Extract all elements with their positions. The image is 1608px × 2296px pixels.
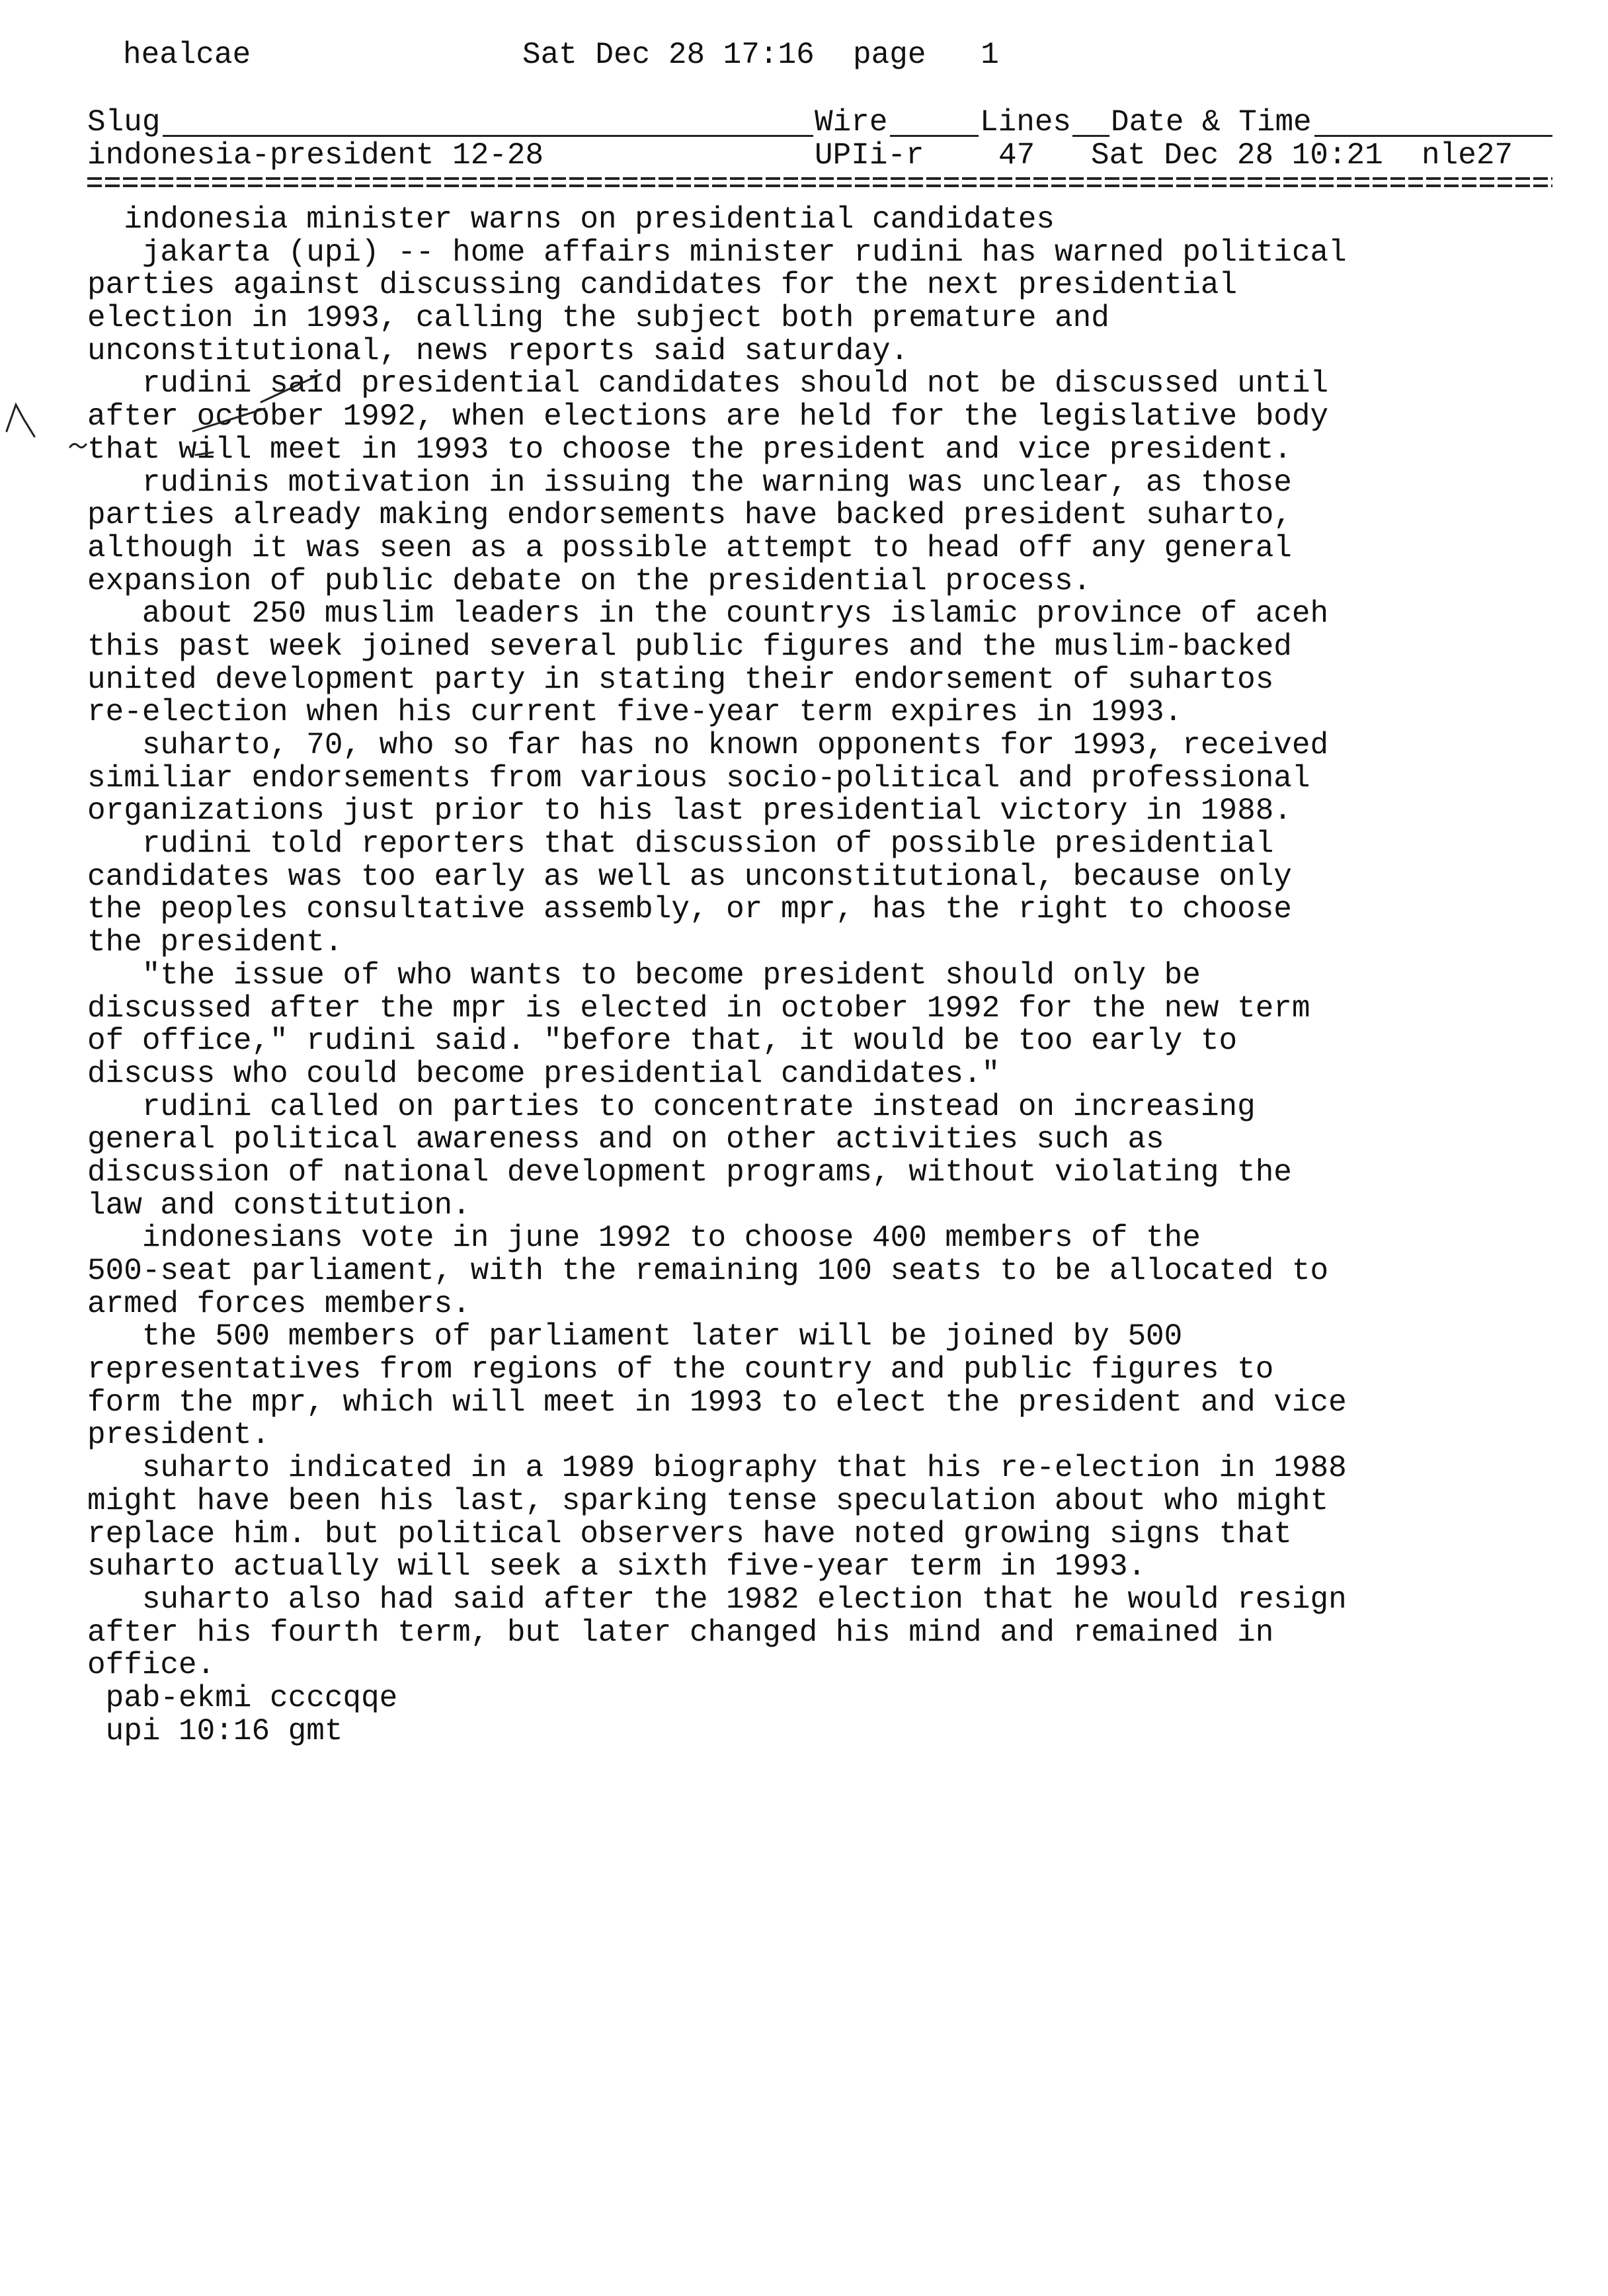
tilde-mark: [70, 444, 86, 447]
page-label: page: [853, 38, 926, 72]
datetime-label: Date & Time: [1111, 105, 1312, 140]
story-line: suharto also had said after the 1982 election that he would resign: [87, 1582, 1347, 1617]
story-line: president.: [87, 1418, 270, 1453]
story-line: rudini told reporters that discussion of possible presidential: [87, 827, 1274, 862]
lines-label: Lines: [980, 105, 1072, 140]
page-indicator: [853, 38, 999, 71]
story-line: organizations just prior to his last presidential victory in 1988.: [87, 794, 1292, 829]
story-line: about 250 muslim leaders in the countrys islamic province of aceh: [87, 596, 1329, 632]
page-number: 1: [981, 38, 999, 72]
datetime-value: Sat Dec 28 10:21: [1091, 138, 1383, 173]
slug-underline: [163, 135, 813, 137]
story-line: might have been his last, sparking tense speculation about who might: [87, 1483, 1329, 1518]
story-line: form the mpr, which will meet in 1993 to elect the president and vice: [87, 1385, 1347, 1420]
story-line: "the issue of who wants to become president should only be: [87, 958, 1201, 993]
story-line: suharto actually will seek a sixth five-year term in 1993.: [87, 1549, 1146, 1584]
story-line: the president.: [87, 925, 343, 960]
datetime-underline: [1314, 135, 1552, 137]
story-line: rudini said presidential candidates should not be discussed until: [87, 366, 1329, 401]
story-line: this past week joined several public figures and the muslim-backed: [87, 629, 1292, 664]
story-line: discuss who could become presidential candidates.": [87, 1056, 1000, 1091]
lines-value: 47: [998, 138, 1035, 173]
story-line: discussion of national development programs, without violating the: [87, 1155, 1292, 1190]
story-line: 500-seat parliament, with the remaining 100 seats to be allocated to: [87, 1254, 1329, 1288]
wire-value: UPIi-r: [815, 138, 924, 173]
story-line: general political awareness and on other activities such as: [87, 1122, 1164, 1157]
story-line: candidates was too early as well as unconstitutional, because only: [87, 859, 1292, 894]
story-line: indonesia minister warns on presidential candidates: [87, 202, 1055, 237]
story-line: after his fourth term, but later changed his mind and remained in: [87, 1615, 1274, 1650]
story-line: indonesians vote in june 1992 to choose 400 members of the: [87, 1221, 1201, 1256]
story-line: parties already making endorsements have backed president suharto,: [87, 498, 1292, 533]
story-line: suharto, 70, who so far has no known opponents for 1993, received: [87, 728, 1329, 762]
story-line: armed forces members.: [87, 1286, 471, 1321]
story-line: expansion of public debate on the presidential process.: [87, 563, 1092, 598]
story-line: rudini called on parties to concentrate instead on increasing: [87, 1089, 1256, 1124]
story-line: law and constitution.: [87, 1188, 471, 1223]
print-datetime: Sat Dec 28 17:16: [522, 38, 815, 72]
insertion-caret-mark: [7, 405, 34, 436]
story-id-value: nle27: [1422, 138, 1513, 173]
story-line: suharto indicated in a 1989 biography that his re-election in 1988: [87, 1451, 1347, 1486]
story-line: re-election when his current five-year term expires in 1993.: [87, 695, 1183, 730]
story-line: upi 10:16 gmt: [87, 1713, 343, 1748]
story-line: representatives from regions of the country and public figures to: [87, 1352, 1274, 1387]
story-line: election in 1993, calling the subject both premature and: [87, 301, 1109, 336]
separator-rule: [87, 177, 1552, 188]
story-line: similiar endorsements from various socio-political and professional: [87, 760, 1310, 796]
story-line: rudinis motivation in issuing the warning was unclear, as those: [87, 465, 1292, 500]
story-line: pab-ekmi ccccqqe: [87, 1680, 398, 1715]
queue-name: healcae: [123, 38, 251, 72]
story-line: jakarta (upi) -- home affairs minister rudini has warned political: [87, 235, 1347, 270]
slug-label: Slug: [87, 105, 161, 140]
story-line: discussed after the mpr is elected in october 1992 for the new term: [87, 991, 1310, 1026]
story-line: that will meet in 1993 to choose the president and vice president.: [87, 432, 1292, 467]
slug-value: indonesia-president 12-28: [87, 138, 544, 173]
story-line: the 500 members of parliament later will be joined by 500: [87, 1319, 1183, 1354]
story-line: unconstitutional, news reports said saturday.: [87, 333, 909, 368]
story-body: [87, 204, 1555, 1748]
wire-underline: [890, 135, 979, 137]
story-line: after october 1992, when elections are held for the legislative body: [87, 399, 1329, 434]
story-line: united development party in stating their endorsement of suhartos: [87, 662, 1274, 697]
story-line: office.: [87, 1648, 216, 1683]
story-line: the peoples consultative assembly, or mpr, has the right to choose: [87, 892, 1292, 927]
story-line: of office," rudini said. "before that, it would be too early to: [87, 1024, 1238, 1059]
story-line: although it was seen as a possible attempt to head off any general: [87, 530, 1292, 565]
story-line: parties against discussing candidates for the next presidential: [87, 268, 1238, 303]
page-spacer: [926, 38, 981, 72]
lines-underline: [1072, 135, 1109, 137]
wire-label: Wire: [815, 105, 888, 140]
story-line: replace him. but political observers have noted growing signs that: [87, 1516, 1292, 1551]
